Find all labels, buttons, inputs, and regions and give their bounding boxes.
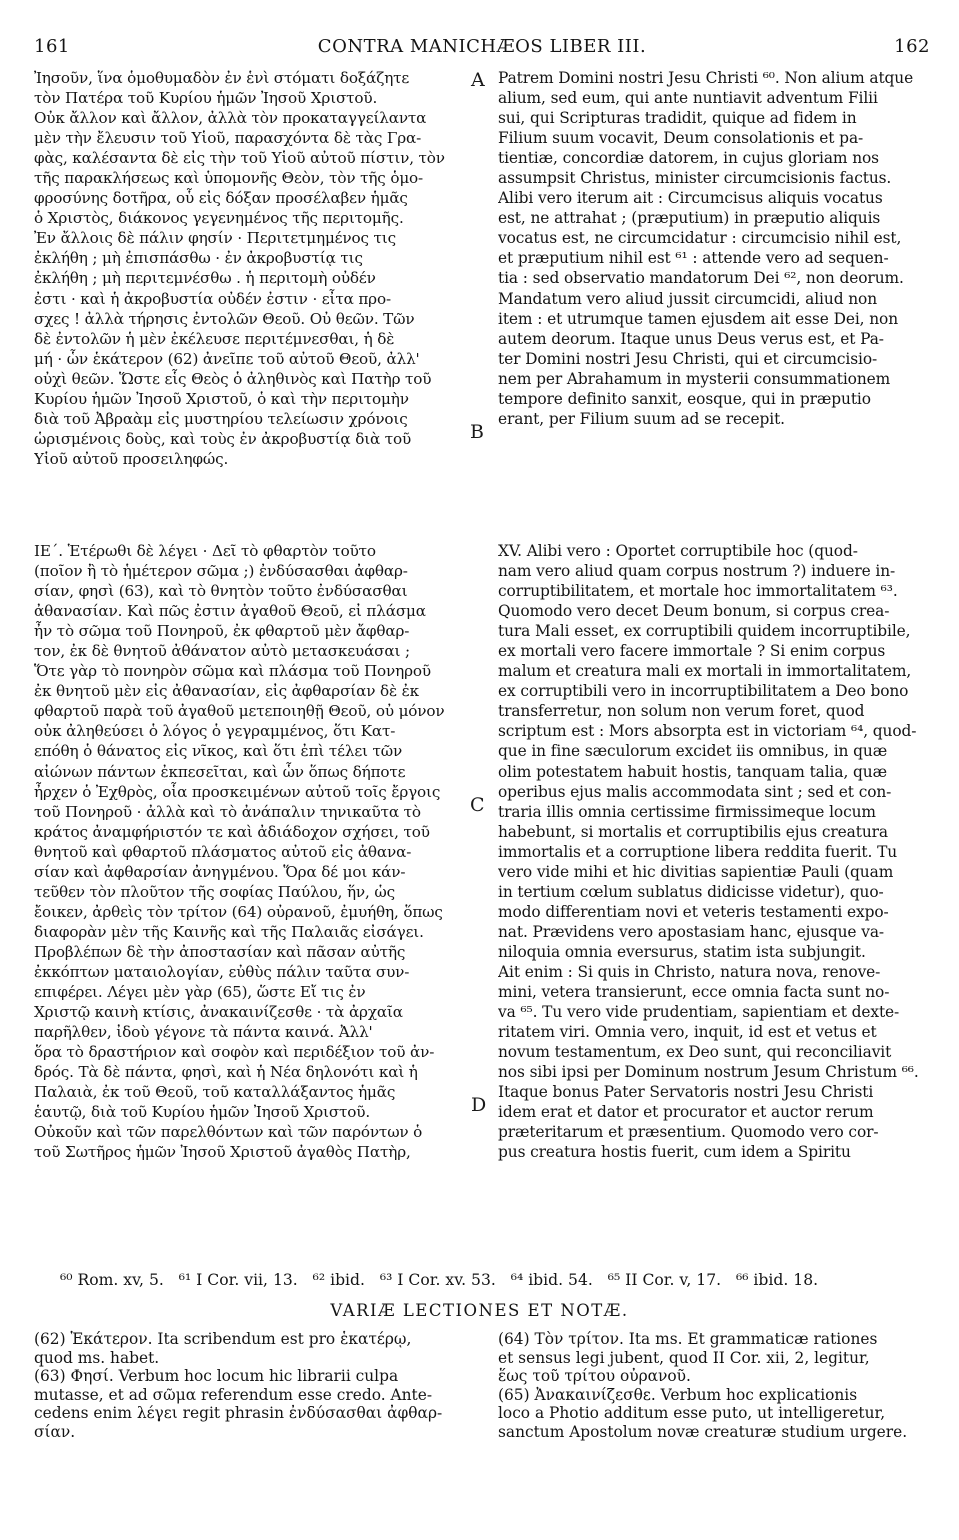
note-line: (65) Ἀνακαινίζεσθε. Verbum hoc explicationis [498, 1385, 858, 1404]
latin-text-line: erant, per Filium suum ad se recepit. [498, 409, 785, 428]
greek-text-line: ΙΕ΄. Ἑτέρωθι δὲ λέγει · Δεῖ τὸ φθαρτὸν τοῦτο [34, 542, 376, 560]
greek-text-line: δὲ ἐντολῶν ἡ μὲν ἐκέλευσε περιτέμνεσθαι, ἡ δὲ [34, 329, 395, 348]
latin-text-line: autem deorum. Itaque unus Deus verus est, et Pa- [498, 329, 884, 348]
latin-text-line: mini, vetera transierunt, ecce omnia facta sunt no- [498, 983, 890, 1002]
latin-text-line: Quomodo vero decet Deum bonum, si corpus crea- [498, 602, 890, 621]
greek-text-line: ἦρχεν ὁ Ἐχθρὸς, οἷα προσκειμένων αὐτοῦ τοῖς ἔργοις [34, 782, 441, 801]
section-marker-b: B [470, 421, 484, 443]
latin-text-line: et præputium nihil est ⁶¹ : attende vero ad sequen- [498, 249, 889, 268]
footnotes: ⁶⁰ Rom. xv, 5. ⁶¹ I Cor. vii, 13. ⁶² ibid. ⁶³ I Cor. xv. 53. ⁶⁴ ibid. 54. ⁶⁵ II Cor. v, 17. ⁶⁶ ibid. 18. [60, 1271, 819, 1289]
greek-text-line: (ποῖον ἢ τὸ ἡμέτερον σῶμα ;) ἐνδύσασθαι ἀφθαρ- [34, 562, 408, 581]
greek-text-line: Οὐκ ἄλλον καὶ ἄλλον, ἀλλὰ τὸν προκαταγγείλαντα [34, 109, 427, 128]
page-header [34, 36, 930, 62]
greek-text-line: ὡρισμένοις δοὺς, καὶ τοὺς ἐν ἀκροβυστίᾳ διὰ τοῦ [34, 429, 412, 448]
greek-text-line: Χριστῷ καινὴ κτίσις, ἀνακαινίζεσθε · τὰ ἀρχαῖα [34, 1003, 403, 1022]
latin-text-line: immortalis et a corruptione libera reddita fuerit. Tu [498, 842, 898, 861]
latin-text-line: olim potestatem habuit hostis, tanquam talia, quæ [498, 762, 887, 781]
greek-text-line: Παλαιὰ, ἐκ τοῦ Θεοῦ, τοῦ καταλλάξαντος ἡμᾶς [34, 1083, 396, 1102]
greek-text-line: Προβλέπων δὲ τὴν ἀποστασίαν καὶ πᾶσαν αὐτῆς [34, 942, 406, 961]
latin-text-line: ritatem viri. Omnia vero, inquit, id est et vetus et [498, 1023, 877, 1042]
greek-text-line: ἦν τὸ σῶμα τοῦ Πονηροῦ, ἐκ φθαρτοῦ μὲν ἄφθαρ- [34, 622, 410, 641]
latin-text-line: nos sibi ipsi per Dominum nostrum Jesum Christum ⁶⁶. [498, 1063, 919, 1082]
greek-text-line: Οὐκοῦν καὶ τῶν παρελθόντων καὶ τῶν παρόντων ὁ [34, 1123, 423, 1142]
latin-text-line: Patrem Domini nostri Jesu Christi ⁶⁰. Non alium atque [498, 69, 914, 87]
page-number-left: 161 [34, 36, 70, 57]
greek-text-line: ἀθανασίαν. Καὶ πῶς ἐστιν ἀγαθοῦ Θεοῦ, εἰ πλάσμα [34, 602, 426, 621]
latin-text-line: ex mortali vero facere immortale ? Si enim corpus [498, 642, 886, 661]
greek-text-line: θνητοῦ καὶ φθαρτοῦ πλάσματος αὐτοῦ εἰς ἀθανα- [34, 842, 412, 861]
latin-text-line: XV. Alibi vero : Oportet corruptibile hoc (quod- [498, 542, 858, 560]
latin-text-line: niloquia omnia eversurus, statim ista subjungit. [498, 942, 866, 961]
latin-text-line: novum testamentum, ex Deo sunt, qui reconciliavit [498, 1043, 892, 1062]
greek-text-line: κράτος ἀναμφήριστόν τε καὶ ἀδιάδοχον σχήσει, τοῦ [34, 822, 430, 841]
greek-text-line: δρός. Τὰ δὲ πάντα, φησὶ, καὶ ἡ Νέα δηλονότι καὶ ἡ [34, 1063, 418, 1082]
greek-text-line: τοῦ Πονηροῦ · ἀλλὰ καὶ τὸ ἀνάπαλιν τηνικαῦτα τὸ [34, 802, 421, 821]
latin-text-line: tia : sed observatio mandatorum Dei ⁶², non deorum. [498, 269, 904, 288]
greek-text-line: Κυρίου ἡμῶν Ἰησοῦ Χριστοῦ, ὁ καὶ τὴν περιτομὴν [34, 389, 409, 408]
latin-text-line: item : et utrumque tamen ejusdem ait esse Dei, non [498, 309, 899, 328]
latin-text-line: nam vero aliud quam corpus nostrum ?) induere in- [498, 562, 896, 581]
latin-text-line: scriptum est : Mors absorpta est in victoriam ⁶⁴, quod- [498, 722, 917, 741]
notes-left-column [34, 1330, 474, 1442]
greek-text-line: ἐστι · καὶ ἡ ἀκροβυστία οὐδέν ἐστιν · εἶτα προ- [34, 289, 391, 308]
greek-text-line: Ὅτε γὰρ τὸ πονηρὸν σῶμα καὶ πλάσμα τοῦ Πονηροῦ [34, 662, 431, 681]
latin-text-line: Itaque bonus Pater Servatoris nostri Jesu Christi [498, 1083, 874, 1102]
greek-text-line: τῆς παρακλήσεως καὶ ὑπομονῆς Θεὸν, τὸν τῆς ὁμο- [34, 169, 424, 188]
greek-text-line: ὁ Χριστὸς, διάκονος γεγενημένος τῆς περιτομῆς. [34, 209, 404, 228]
note-line: loco a Photio additum esse puto, ut intelligeretur, [498, 1404, 886, 1423]
latin-column-bottom [498, 541, 932, 1162]
greek-text-line: Ἰησοῦν, ἵνα ὁμοθυμαδὸν ἐν ἑνὶ στόματι δοξάζητε [34, 69, 410, 87]
latin-text-line: Alibi vero iterum ait : Circumcisus aliquis vocatus [498, 189, 883, 208]
note-line: (63) Φησί. Verbum hoc locum hic librarii culpa [34, 1367, 399, 1386]
greek-text-line: φθαρτοῦ παρὰ τοῦ ἀγαθοῦ μετεποιηθῇ Θεοῦ, οὐ μόνον [34, 702, 445, 721]
latin-text-line: habebunt, si mortalis et corruptibilis ejus creatura [498, 822, 888, 841]
greek-text-line: σίαν καὶ ἀφθαρσίαν ἀνηγμένου. Ὅρα δέ μοι κάν- [34, 862, 406, 881]
greek-text-line: Υἱοῦ αὐτοῦ προσειληφώς. [34, 449, 229, 468]
greek-text-line: ἐκλήθη ; μὴ ἐπισπάσθω · ἐν ἀκροβυστίᾳ τις [34, 249, 363, 268]
greek-text-line: ἐκλήθη ; μὴ περιτεμνέσθω . ἡ περιτομὴ οὐδέν [34, 269, 376, 288]
note-line: cedens enim λέγει regit phrasin ἐνδύσασθαι ἀφθαρ- [34, 1404, 443, 1423]
latin-text-line: vocatus est, ne circumcidatur : circumcisio nihil est, [498, 229, 902, 248]
latin-text-line: que in fine sæculorum excidet iis omnibus, in quæ [498, 742, 888, 761]
latin-text-line: nat. Prævidens vero apostasiam hanc, ejusque va- [498, 922, 885, 941]
latin-text-line: tura Mali esset, ex corruptibili quidem incorruptibile, [498, 622, 911, 641]
latin-text-line: va ⁶⁵. Tu vero vide prudentiam, sapientiam et dexte- [498, 1003, 900, 1022]
greek-text-line: φροσύνης δοτῆρα, οὗ εἰς δόξαν προσέλαβεν ἡμᾶς [34, 189, 408, 208]
latin-text-line: sui, qui Scripturas tradidit, quique ad fidem in [498, 109, 857, 128]
latin-text-line: alium, sed eum, qui ante nuntiavit adventum Filii [498, 89, 878, 108]
greek-text-line: ἑαυτῷ, διὰ τοῦ Κυρίου ἡμῶν Ἰησοῦ Χριστοῦ. [34, 1103, 371, 1122]
greek-text-line: Ἐν ἄλλοις δὲ πάλιν φησίν · Περιτετμημένος τις [34, 229, 396, 248]
greek-text-line: διὰ τοῦ Ἀβραὰμ εἰς μυστηρίου τελείωσιν χρόνοις [34, 409, 408, 428]
greek-text-line: ἐκκόπτων ματαιολογίαν, εὐθὺς πάλιν ταῦτα συν- [34, 962, 410, 981]
latin-column-top [498, 68, 932, 429]
latin-text-line: Mandatum vero aliud jussit circumcidi, aliud non [498, 289, 878, 308]
latin-text-line: Ait enim : Si quis in Christo, natura nova, renove- [498, 962, 881, 981]
greek-text-line: επιφέρει. Λέγει μὲν γὰρ (65), ὥστε Εἴ τις ἐν [34, 983, 366, 1002]
latin-text-line: ex corruptibili vero in incorruptibilitatem a Deo bono [498, 682, 909, 701]
latin-text-line: traria illis omnia certissime firmissimeque locum [498, 802, 876, 821]
greek-text-line: σίαν, φησὶ (63), καὶ τὸ θνητὸν τοῦτο ἐνδύσασθαι [34, 582, 408, 601]
section-marker-c: C [470, 794, 485, 816]
latin-text-line: transferretur, non solum non verum foret, quod [498, 702, 865, 721]
latin-text-line: vero vide mihi et hic divitias sapientiæ Pauli (quam [498, 862, 894, 881]
latin-text-line: corruptibilitatem, et mortale hoc immortalitatem ⁶³. [498, 582, 898, 601]
greek-text-line: μή · ὧν ἑκάτερον (62) ἀνεῖπε τοῦ αὐτοῦ Θεοῦ, ἀλλ' [34, 349, 420, 368]
latin-text-line: in tertium cœlum sublatus didicisse videtur), quo- [498, 882, 884, 901]
section-marker-d: D [471, 1094, 487, 1116]
latin-text-line: modo differentiam novi et veteris testamenti expo- [498, 902, 889, 921]
greek-text-line: ἔοικεν, ἀρθεὶς τὸν τρίτον (64) οὐρανοῦ, ἐμυήθη, ὅπως [34, 902, 443, 921]
latin-text-line: tientiæ, concordiæ datorem, in cujus gloriam nos [498, 149, 879, 168]
greek-text-line: φὰς, καλέσαντα δὲ εἰς τὴν τοῦ Υἱοῦ αὐτοῦ πίστιν, τὸν [34, 149, 445, 168]
notes-heading: VARIÆ LECTIONES ET NOTÆ. [330, 1301, 629, 1320]
greek-text-line: οὐκ ἀληθεύσει ὁ λόγος ὁ γεγραμμένος, ὅτι Κατ- [34, 722, 396, 741]
greek-text-line: επόθη ὁ θάνατος εἰς νῖκος, καὶ ὅτι ἐπὶ τέλει τῶν [34, 742, 403, 761]
latin-text-line: assumpsit Christus, minister circumcisionis factus. [498, 169, 892, 188]
latin-text-line: est, ne attrahat ; (præputium) in præputio aliquis [498, 209, 881, 228]
note-line: (64) Τὸν τρίτον. Ita ms. Et grammaticæ rationes [498, 1330, 878, 1348]
greek-text-line: παρῆλθεν, ἰδοὺ γέγονε τὰ πάντα καινά. Ἀλλ' [34, 1023, 373, 1042]
latin-text-line: præteritarum et præsentium. Quomodo vero cor- [498, 1123, 879, 1142]
latin-text-line: nem per Abrahamum in mysterii consummationem [498, 369, 891, 388]
greek-text-line: ὅρα τὸ δραστήριον καὶ σοφὸν καὶ περιδέξιον τοῦ ἀν- [34, 1043, 435, 1062]
greek-text-line: διαφορὰν μὲν τῆς Καινῆς καὶ τῆς Παλαιᾶς εἰσάγει. [34, 922, 424, 941]
page-number-right: 162 [894, 36, 930, 57]
latin-text-line: idem erat et dator et procurator et auctor rerum [498, 1103, 874, 1122]
greek-text-line: ἐκ θνητοῦ μὲν εἰς ἀθανασίαν, εἰς ἀφθαρσίαν δὲ ἐκ [34, 682, 419, 701]
note-line: et sensus legi jubent, quod II Cor. xii, 2, legitur, [498, 1348, 870, 1367]
latin-text-line: ter Domini nostri Jesu Christi, qui et circumcisio- [498, 349, 878, 368]
note-line: sanctum Apostolum novæ creaturæ studium urgere. [498, 1422, 908, 1441]
running-title: CONTRA MANICHÆOS LIBER III. [317, 36, 647, 57]
notes-right-column [498, 1330, 932, 1442]
latin-text-line: tempore definito sanxit, eosque, qui in præputio [498, 389, 871, 408]
latin-text-line: malum et creatura mali ex mortali in immortalitatem, [498, 662, 912, 681]
note-line: (62) Ἑκάτερον. Ita scribendum est pro ἑκατέρῳ, [34, 1330, 412, 1348]
greek-text-line: τεῦθεν τὸν πλοῦτον τῆς σοφίας Παύλου, ἥν, ὡς [34, 882, 395, 901]
greek-text-line: τοῦ Σωτῆρος ἡμῶν Ἰησοῦ Χριστοῦ ἀγαθὸς Πατὴρ, [34, 1143, 411, 1162]
greek-text-line: οὐχὶ θεῶν. Ὥστε εἷς Θεὸς ὁ ἀληθινὸς καὶ Πατὴρ τοῦ [34, 369, 432, 388]
greek-column-top [34, 68, 488, 469]
note-line: σίαν. [34, 1422, 76, 1441]
greek-text-line: σχες ! ἀλλὰ τήρησις ἐντολῶν Θεοῦ. Οὐ θεῶν. Τῶν [34, 309, 415, 328]
note-line: quod ms. habet. [34, 1348, 160, 1367]
latin-text-line: operibus ejus malis accommodata sint ; sed et con- [498, 782, 892, 801]
greek-column-bottom [34, 541, 488, 1162]
note-line: ἕως τοῦ τρίτου οὐρανοῦ. [498, 1367, 691, 1386]
greek-text-line: αἰώνων πάντων ἐκπεσεῖται, καὶ ὧν ὅπως δήποτε [34, 762, 406, 781]
latin-text-line: Filium suum vocavit, Deum consolationis et pa- [498, 129, 864, 148]
latin-text-line: pus creatura hostis fuerit, cum idem a Spiritu [498, 1143, 851, 1162]
section-marker-a: A [471, 69, 485, 91]
note-line: mutasse, et ad σῶμα referendum esse credo. Ante- [34, 1385, 433, 1404]
greek-text-line: μὲν τὴν ἔλευσιν τοῦ Υἱοῦ, παρασχόντα δὲ τὰς Γρα- [34, 129, 422, 148]
greek-text-line: τον, ἐκ δὲ θνητοῦ ἀθάνατον αὐτὸ μετασκευάσαι ; [34, 642, 410, 661]
greek-text-line: τὸν Πατέρα τοῦ Κυρίου ἡμῶν Ἰησοῦ Χριστοῦ. [34, 89, 378, 108]
